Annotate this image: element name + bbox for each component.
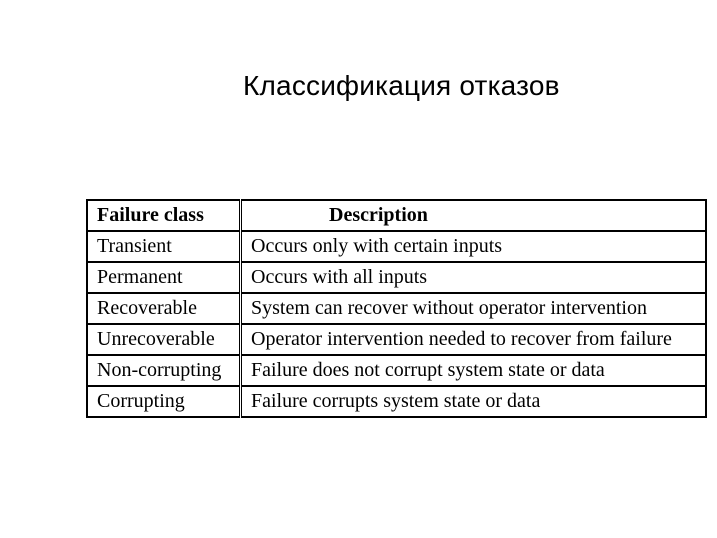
header-description: Description [241,200,707,231]
table-row [87,293,706,324]
slide-title: Классификация отказов [243,70,560,101]
failure-class-cell: Recoverable [87,293,241,324]
header-failure-class: Failure class [87,200,241,231]
description-cell: Failure does not corrupt system state or data [241,355,707,386]
table-row [87,324,706,355]
description-cell: Operator intervention needed to recover from failure [241,324,707,355]
table-row [87,386,706,417]
failure-classification-table-container [86,199,707,418]
failure-class-cell: Corrupting [87,386,241,417]
failure-class-cell: Non-corrupting [87,355,241,386]
failure-class-cell: Transient [87,231,241,262]
description-cell: Failure corrupts system state or data [241,386,707,417]
failure-classification-table [86,199,707,418]
description-cell: System can recover without operator intervention [241,293,707,324]
table-header-row [87,200,706,231]
failure-class-cell: Unrecoverable [87,324,241,355]
description-cell: Occurs with all inputs [241,262,707,293]
failure-class-cell: Permanent [87,262,241,293]
description-cell: Occurs only with certain inputs [241,231,707,262]
table-row [87,262,706,293]
table-row [87,231,706,262]
table-row [87,355,706,386]
